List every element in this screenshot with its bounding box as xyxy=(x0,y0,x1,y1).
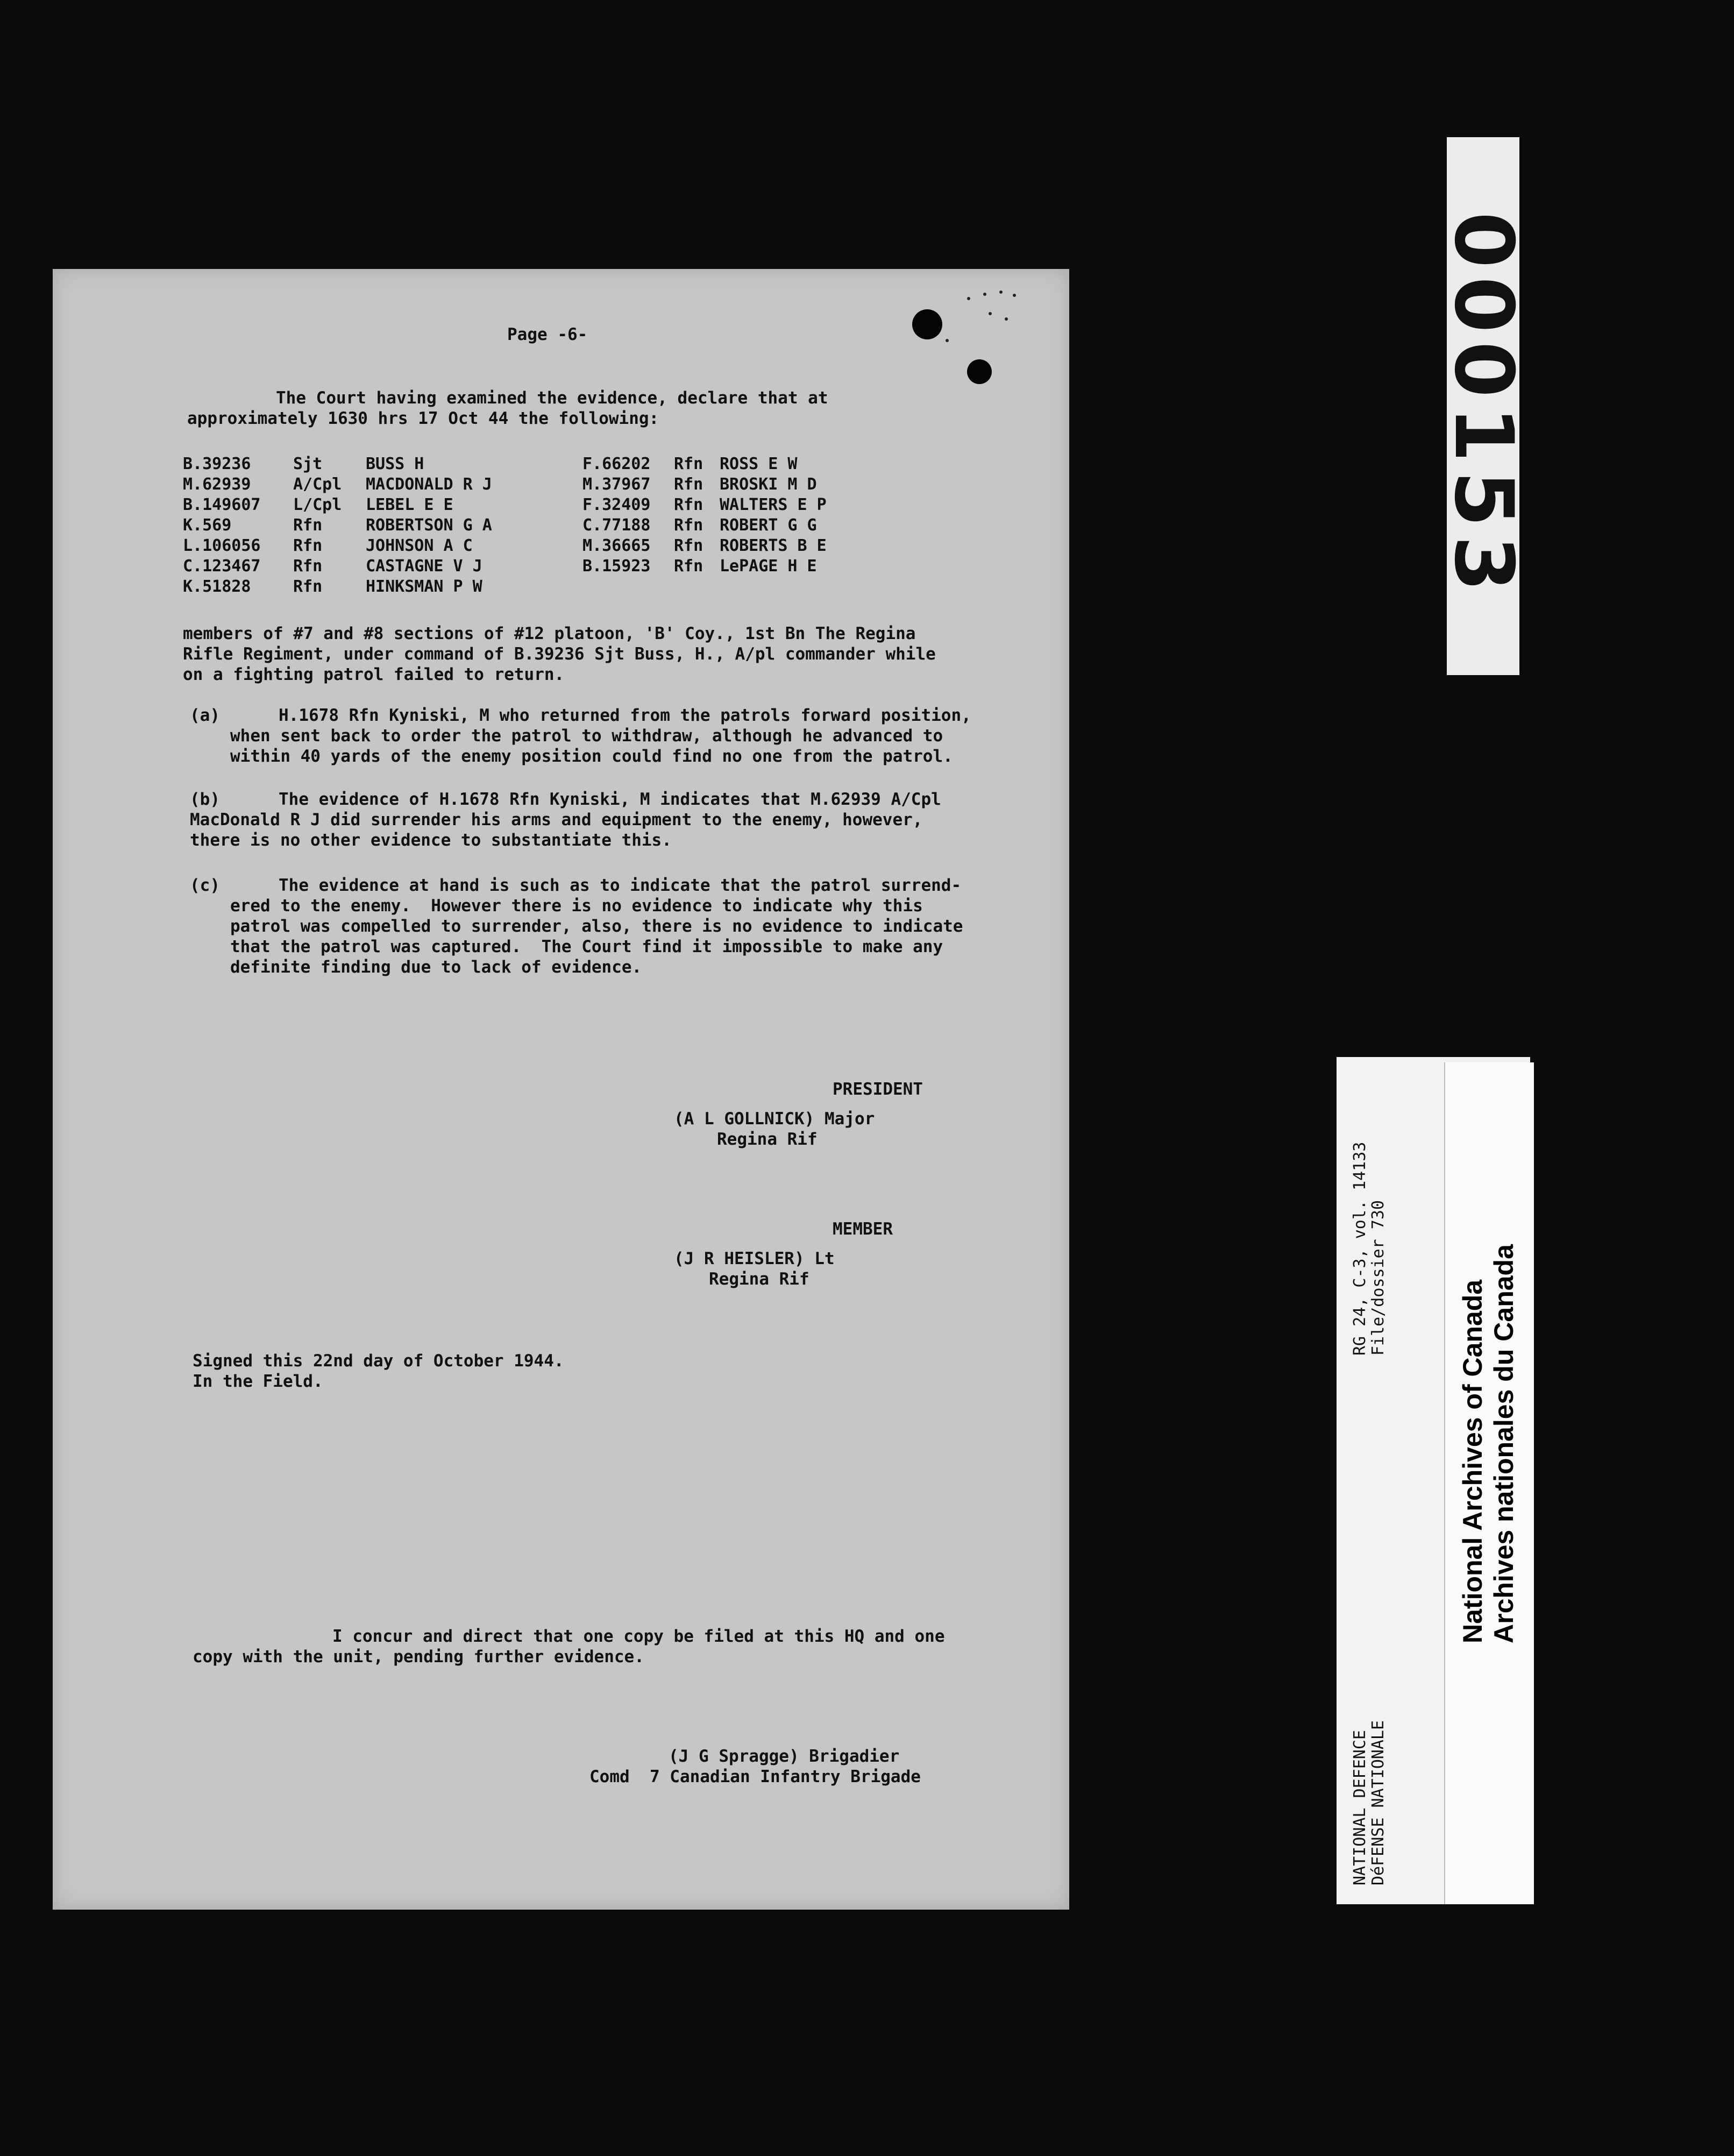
service-number: B.39236 xyxy=(183,455,251,473)
para-c-line: definite finding due to lack of evidence. xyxy=(230,958,642,977)
rank: Rfn xyxy=(293,557,323,576)
ink-speck xyxy=(967,297,970,300)
signed-place: In the Field. xyxy=(193,1372,323,1391)
para-c-line: ered to the enemy. However there is no evidence to indicate why this xyxy=(230,896,923,916)
soldier-name: ROBERTS B E xyxy=(720,536,827,555)
para-c-label: (c) xyxy=(190,876,220,895)
service-number: F.66202 xyxy=(582,455,651,473)
soldier-name: HINKSMAN P W xyxy=(366,577,482,596)
service-number: M.36665 xyxy=(582,536,651,555)
archives-name-panel xyxy=(1444,1062,1534,1904)
page-number: Page -6- xyxy=(507,325,588,344)
para-a-line: H.1678 Rfn Kyniski, M who returned from the patrols forward position, xyxy=(279,706,971,725)
soldier-name: BUSS H xyxy=(366,455,424,473)
president-role: PRESIDENT xyxy=(833,1080,923,1099)
soldier-name: WALTERS E P xyxy=(720,495,827,514)
para-a-label: (a) xyxy=(190,706,220,725)
members-line: members of #7 and #8 sections of #12 platoon, 'B' Coy., 1st Bn The Regina xyxy=(183,624,916,643)
soldier-name: LEBEL E E xyxy=(366,495,453,514)
member-unit: Regina Rif xyxy=(709,1270,809,1289)
para-b-label: (b) xyxy=(190,790,220,809)
para-c-line: that the patrol was captured. The Court find it impossible to make any xyxy=(230,937,943,956)
service-number: M.37967 xyxy=(582,475,651,494)
concur-line: I concur and direct that one copy be filed at this HQ and one xyxy=(332,1627,945,1646)
president-unit: Regina Rif xyxy=(717,1130,818,1149)
ink-speck xyxy=(989,312,992,315)
rank: Sjt xyxy=(293,455,323,473)
para-c-line: patrol was compelled to surrender, also, there is no evidence to indicate xyxy=(230,917,963,936)
member-role: MEMBER xyxy=(833,1219,893,1239)
frame-number: 000153 xyxy=(1436,211,1530,601)
dept-en: NATIONAL DEFENCE xyxy=(1351,1730,1369,1885)
members-line: Rifle Regiment, under command of B.39236 Sjt Buss, H., A/pl commander while xyxy=(183,644,936,664)
rank: Rfn xyxy=(674,475,703,494)
frame-number-label xyxy=(1436,137,1530,675)
archives-name-en: National Archives of Canada xyxy=(1458,1279,1488,1643)
signed-date: Signed this 22nd day of October 1944. xyxy=(193,1351,564,1371)
ink-speck xyxy=(1013,294,1016,297)
ink-speck xyxy=(1005,317,1008,321)
service-number: F.32409 xyxy=(582,495,651,514)
president-name: (A L GOLLNICK) Major xyxy=(674,1109,875,1129)
soldier-name: ROSS E W xyxy=(720,455,798,473)
intro-line: The Court having examined the evidence, declare that at xyxy=(276,388,828,408)
service-number: K.569 xyxy=(183,516,232,535)
members-line: on a fighting patrol failed to return. xyxy=(183,665,565,684)
dept-fr: DéFENSE NATIONALE xyxy=(1369,1720,1388,1885)
rank: Rfn xyxy=(674,536,703,555)
soldier-name: BROSKI M D xyxy=(720,475,817,494)
soldier-name: ROBERTSON G A xyxy=(366,516,492,535)
rank: Rfn xyxy=(293,516,323,535)
soldier-name: CASTAGNE V J xyxy=(366,557,482,576)
para-b-line: The evidence of H.1678 Rfn Kyniski, M indicates that M.62939 A/Cpl xyxy=(279,790,941,809)
document-page xyxy=(53,269,1069,1910)
ink-speck xyxy=(983,293,986,296)
service-number: C.77188 xyxy=(582,516,651,535)
member-name: (J R HEISLER) Lt xyxy=(674,1249,835,1268)
soldier-name: ROBERT G G xyxy=(720,516,817,535)
para-b-line: MacDonald R J did surrender his arms and equipment to the enemy, however, xyxy=(190,810,923,829)
service-number: L.106056 xyxy=(183,536,261,555)
rank: Rfn xyxy=(674,495,703,514)
rank: A/Cpl xyxy=(293,475,342,494)
service-number: B.149607 xyxy=(183,495,261,514)
concur-line: copy with the unit, pending further evidence. xyxy=(193,1647,644,1666)
para-a-line: when sent back to order the patrol to withdraw, although he advanced to xyxy=(230,726,943,746)
brigadier-title: Comd 7 Canadian Infantry Brigade xyxy=(589,1767,921,1786)
service-number: C.123467 xyxy=(183,557,261,576)
ink-speck xyxy=(946,339,949,342)
service-number: K.51828 xyxy=(183,577,251,596)
soldier-name: LePAGE H E xyxy=(720,557,817,576)
archive-reference: RG 24, C-3, vol. 14133 xyxy=(1351,1141,1369,1356)
rank: Rfn xyxy=(674,516,703,535)
para-a-line: within 40 yards of the enemy position could find no one from the patrol. xyxy=(230,747,953,766)
archive-file: File/dossier 730 xyxy=(1369,1200,1388,1356)
para-c-line: The evidence at hand is such as to indicate that the patrol surrend- xyxy=(279,876,962,895)
rank: Rfn xyxy=(293,536,323,555)
rank: Rfn xyxy=(674,455,703,473)
service-number: M.62939 xyxy=(183,475,251,494)
rank: Rfn xyxy=(674,557,703,576)
rank: Rfn xyxy=(293,577,323,596)
ink-speck xyxy=(999,290,1003,294)
ink-blot xyxy=(912,309,942,339)
intro-line: approximately 1630 hrs 17 Oct 44 the following: xyxy=(187,409,659,428)
soldier-name: JOHNSON A C xyxy=(366,536,473,555)
soldier-name: MACDONALD R J xyxy=(366,475,492,494)
para-b-line: there is no other evidence to substantiate this. xyxy=(190,831,672,850)
ink-blot xyxy=(967,359,992,384)
service-number: B.15923 xyxy=(582,557,651,576)
archives-name-fr: Archives nationales du Canada xyxy=(1489,1244,1519,1643)
brigadier-name: (J G Spragge) Brigadier xyxy=(669,1747,900,1766)
rank: L/Cpl xyxy=(293,495,342,514)
